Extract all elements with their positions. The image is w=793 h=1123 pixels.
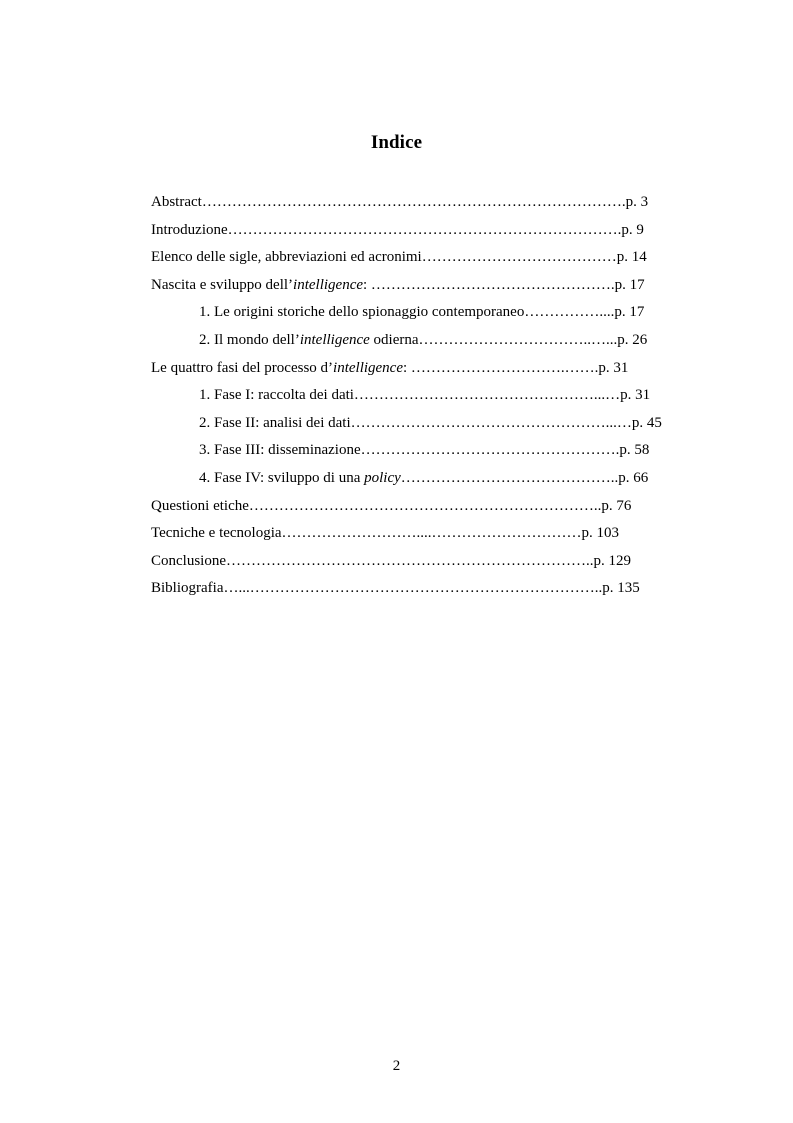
toc-entry-mondo-intelligence xyxy=(199,328,647,352)
toc-entry-introduzione xyxy=(151,218,644,242)
toc-entry-italic: policy xyxy=(364,470,401,486)
toc-entry-text: Bibliografia…...……………………………………………………………..p. 135 xyxy=(151,580,640,596)
toc-entry-fase-1 xyxy=(199,383,650,407)
toc-entry-quattro-fasi xyxy=(151,356,628,380)
toc-entry-fase-4 xyxy=(199,466,648,490)
toc-entry-origini-storiche xyxy=(199,300,644,324)
toc-entry-text: Tecniche e tecnologia………………………....…………………………p. 103 xyxy=(151,525,620,541)
toc-entry-text: Introduzione…………………………………………………………………….p. 9 xyxy=(151,222,644,238)
toc-entry-text: 4. Fase IV: sviluppo di una xyxy=(199,470,365,486)
toc-entry-fase-2 xyxy=(199,411,662,435)
toc-entry-text: 1. Le origini storiche dello spionaggio contemporaneo……………....p. 17 xyxy=(199,304,645,320)
toc-entry-abstract xyxy=(151,190,648,214)
toc-entry-text: 2. Il mondo dell’ xyxy=(199,332,300,348)
toc-entry-elenco-sigle xyxy=(151,245,647,269)
page-number: 2 xyxy=(392,1058,401,1074)
toc-entry-conclusione xyxy=(151,549,631,573)
toc-entry-italic: intelligence xyxy=(299,332,370,348)
toc-entry-text: ……………………………………..p. 66 xyxy=(400,470,649,486)
toc-entry-text: Le quattro fasi del processo d’ xyxy=(151,360,334,376)
toc-entry-text: 2. Fase II: analisi dei dati……………………………………………...…p. 45 xyxy=(199,415,662,431)
toc-entry-italic: intelligence xyxy=(293,277,364,293)
toc-entry-text: Elenco delle sigle, abbreviazioni ed acronimi…………………………………p. 14 xyxy=(151,249,647,265)
toc-entry-text: 3. Fase III: disseminazione…………………………………………….p. 58 xyxy=(199,442,650,458)
toc-entry-text: Questioni etiche……………………………………………………………..p. 76 xyxy=(151,498,632,514)
toc-entry-text: odierna……………………………..…...p. 26 xyxy=(369,332,648,348)
toc-entry-fase-3 xyxy=(199,438,649,462)
toc-entry-tecniche-tecnologia xyxy=(151,521,619,545)
toc-entry-text: Abstract………………………………………………………………………….p. 3 xyxy=(151,194,649,210)
toc-entry-italic: intelligence xyxy=(333,360,403,376)
page-title: Indice xyxy=(370,132,423,153)
toc-entry-text: : ………………………….…….p. 31 xyxy=(403,360,629,376)
toc-entry-text: : ………………………………………….p. 17 xyxy=(363,277,645,293)
toc-entry-text: 1. Fase I: raccolta dei dati…………………………………………...…p. 31 xyxy=(199,387,651,403)
toc-entry-questioni-etiche xyxy=(151,494,631,518)
toc-entry-text: Conclusione………………………………………………………………..p. 129 xyxy=(151,553,631,569)
toc-entry-nascita-sviluppo xyxy=(151,273,645,297)
toc-entry-text: Nascita e sviluppo dell’ xyxy=(151,277,294,293)
toc-entry-bibliografia xyxy=(151,576,640,600)
